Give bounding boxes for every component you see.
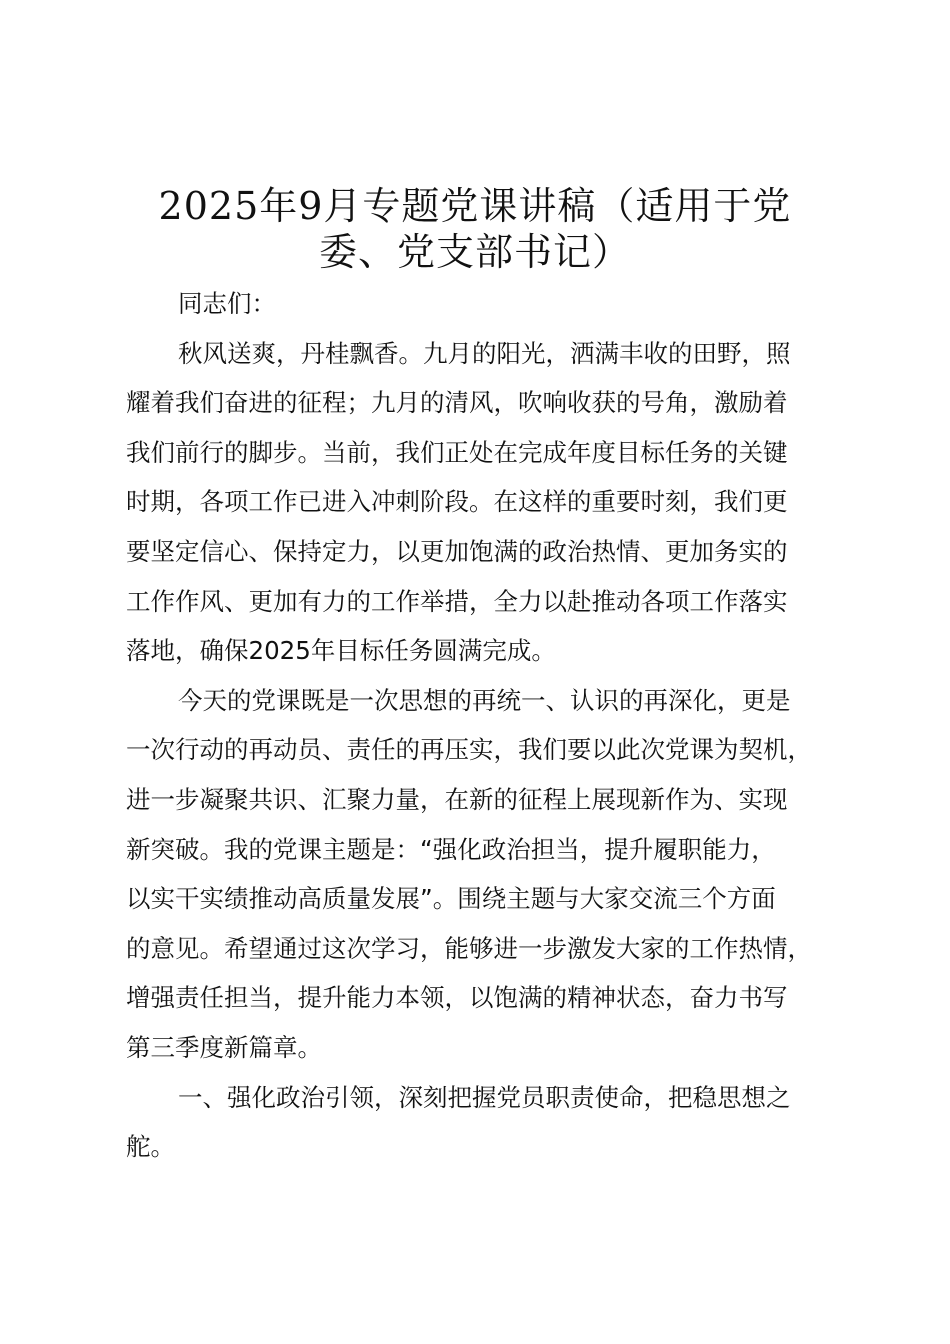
document-body bbox=[126, 279, 834, 1172]
paragraph-line: 工作作风、更加有力的工作举措，全力以赴推动各项工作落实 bbox=[126, 586, 788, 616]
paragraph-line: 新突破。我的党课主题是：“强化政治担当，提升履职能力， bbox=[126, 834, 776, 864]
salutation: 同志们： bbox=[178, 289, 276, 318]
paragraph-line: 我们前行的脚步。当前，我们正处在完成年度目标任务的关键 bbox=[126, 437, 788, 467]
paragraph-line: 耀着我们奋进的征程；九月的清风，吹响收获的号角，激励着 bbox=[126, 388, 788, 418]
paragraph-line: 进一步凝聚共识、汇聚力量，在新的征程上展现新作为、实现 bbox=[126, 784, 788, 814]
paragraph-1 bbox=[126, 329, 834, 676]
section-heading-line: 一、强化政治引领，深刻把握党员职责使命，把稳思想之 bbox=[178, 1082, 791, 1112]
document-title-line-2: 委、党支部书记） bbox=[318, 230, 631, 274]
section-heading bbox=[126, 1073, 834, 1172]
section-heading-line: 舵。 bbox=[126, 1132, 175, 1162]
paragraph-line: 增强责任担当，提升能力本领，以饱满的精神状态，奋力书写 bbox=[126, 983, 788, 1013]
paragraph-line: 时期，各项工作已进入冲刺阶段。在这样的重要时刻，我们更 bbox=[126, 487, 788, 517]
paragraph-line: 落地，确保2025年目标任务圆满完成。 bbox=[126, 636, 556, 666]
paragraph-line: 第三季度新篇章。 bbox=[126, 1032, 322, 1062]
paragraph-line: 今天的党课既是一次思想的再统一、认识的再深化，更是 bbox=[178, 685, 791, 715]
paragraph-2 bbox=[126, 676, 834, 1073]
paragraph-line: 的意见。希望通过这次学习，能够进一步激发大家的工作热情， bbox=[126, 933, 812, 963]
paragraph-line: 秋风送爽，丹桂飘香。九月的阳光，洒满丰收的田野，照 bbox=[178, 338, 791, 368]
paragraph-line: 要坚定信心、保持定力，以更加饱满的政治热情、更加务实的 bbox=[126, 536, 788, 566]
paragraph-line: 一次行动的再动员、责任的再压实，我们要以此次党课为契机， bbox=[126, 735, 812, 765]
paragraph-line: 以实干实绩推动高质量发展”。围绕主题与大家交流三个方面 bbox=[126, 884, 776, 914]
document-title-line-1: 2025年9月专题党课讲稿（适用于党 bbox=[158, 184, 792, 228]
